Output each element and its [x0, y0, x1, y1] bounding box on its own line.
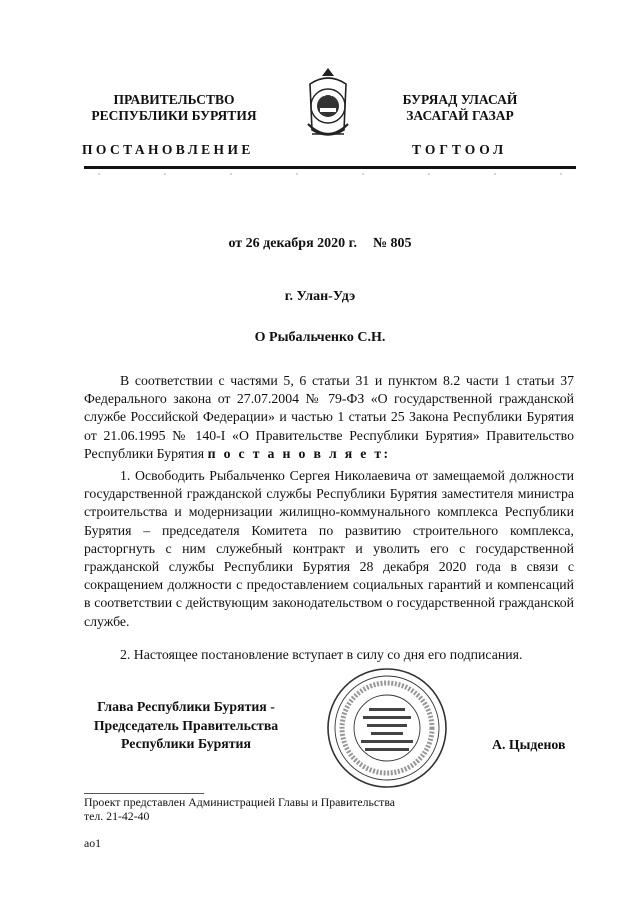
signer-name: А. Цыденов: [492, 737, 566, 752]
document-number: № 805: [372, 236, 412, 251]
preamble-text: В соответствии с частями 5, 6 статьи 31 и пунктом 8.2 части 1 статьи 37 Федерального закона от 27.07.2004 № 79-ФЗ «О государственной гражданской службе Российской Федерации» и частью 1 статьи 25 Закона Республики Бурятия от 21.06.1995 № 140-I «О Правительстве Республики Бурятия» Правительство Республики Бурятия: [84, 373, 574, 461]
header-left-line1: ПРАВИТЕЛЬСТВО: [113, 92, 235, 107]
signer-title-line3: Республики Бурятия: [121, 736, 251, 751]
official-seal-stamp: [325, 666, 449, 790]
header-right-line2: ЗАСАГАЙ ГАЗАР: [406, 108, 514, 123]
signer-title-line1: Глава Республики Бурятия -: [97, 699, 275, 714]
footnote: [84, 796, 395, 823]
preamble-paragraph: [84, 372, 574, 463]
item-2-paragraph: 2. Настоящее постановление вступает в силу со дня его подписания.: [120, 647, 523, 662]
header-left-line2: РЕСПУБЛИКИ БУРЯТИЯ: [91, 108, 257, 123]
signer-title: [78, 698, 294, 754]
header-right: [360, 92, 560, 124]
footnote-phone: тел. 21-42-40: [84, 808, 150, 823]
item-1-paragraph: 1. Освободить Рыбальченко Сергея Николаевича от замещаемой должности государственной гражданской службы Республики Бурятия заместителя министра строительства и модернизации жилищно-коммунального комплекса Республики Бурятия – председателя Комитета по развитию строительного комплекса, расторгнуть с ним служебный контракт и уволить его с государственной гражданской службы Республики Бурятия 28 декабря 2020 года в связи с сокращением должности с предоставлением социальных гарантий и компенсаций в соответствии с действующим законодательством о государственной гражданской службе.: [84, 468, 574, 629]
header-right-line1: БУРЯАД УЛАСАЙ: [402, 92, 518, 107]
header-dotted-line: [84, 171, 576, 177]
footnote-line1: Проект представлен Администрацией Главы и Правительства: [84, 795, 395, 809]
document-code: ao1: [84, 836, 102, 850]
header-divider: [84, 166, 576, 169]
doc-type-russian: ПОСТАНОВЛЕНИЕ: [82, 142, 254, 157]
decree-word: п о с т а н о в л я е т:: [207, 445, 391, 461]
header-left: [74, 92, 274, 124]
document-date: от 26 декабря 2020 г.: [228, 236, 357, 251]
coat-of-arms-emblem: [298, 64, 358, 146]
doc-type-buryat: ТОГТООЛ: [412, 142, 508, 157]
footnote-divider: [84, 793, 204, 794]
document-subject: О Рыбальченко С.Н.: [254, 330, 386, 345]
city: г. Улан-Удэ: [284, 289, 356, 304]
signer-title-line2: Председатель Правительства: [93, 717, 279, 733]
date-number-line: [0, 236, 640, 252]
